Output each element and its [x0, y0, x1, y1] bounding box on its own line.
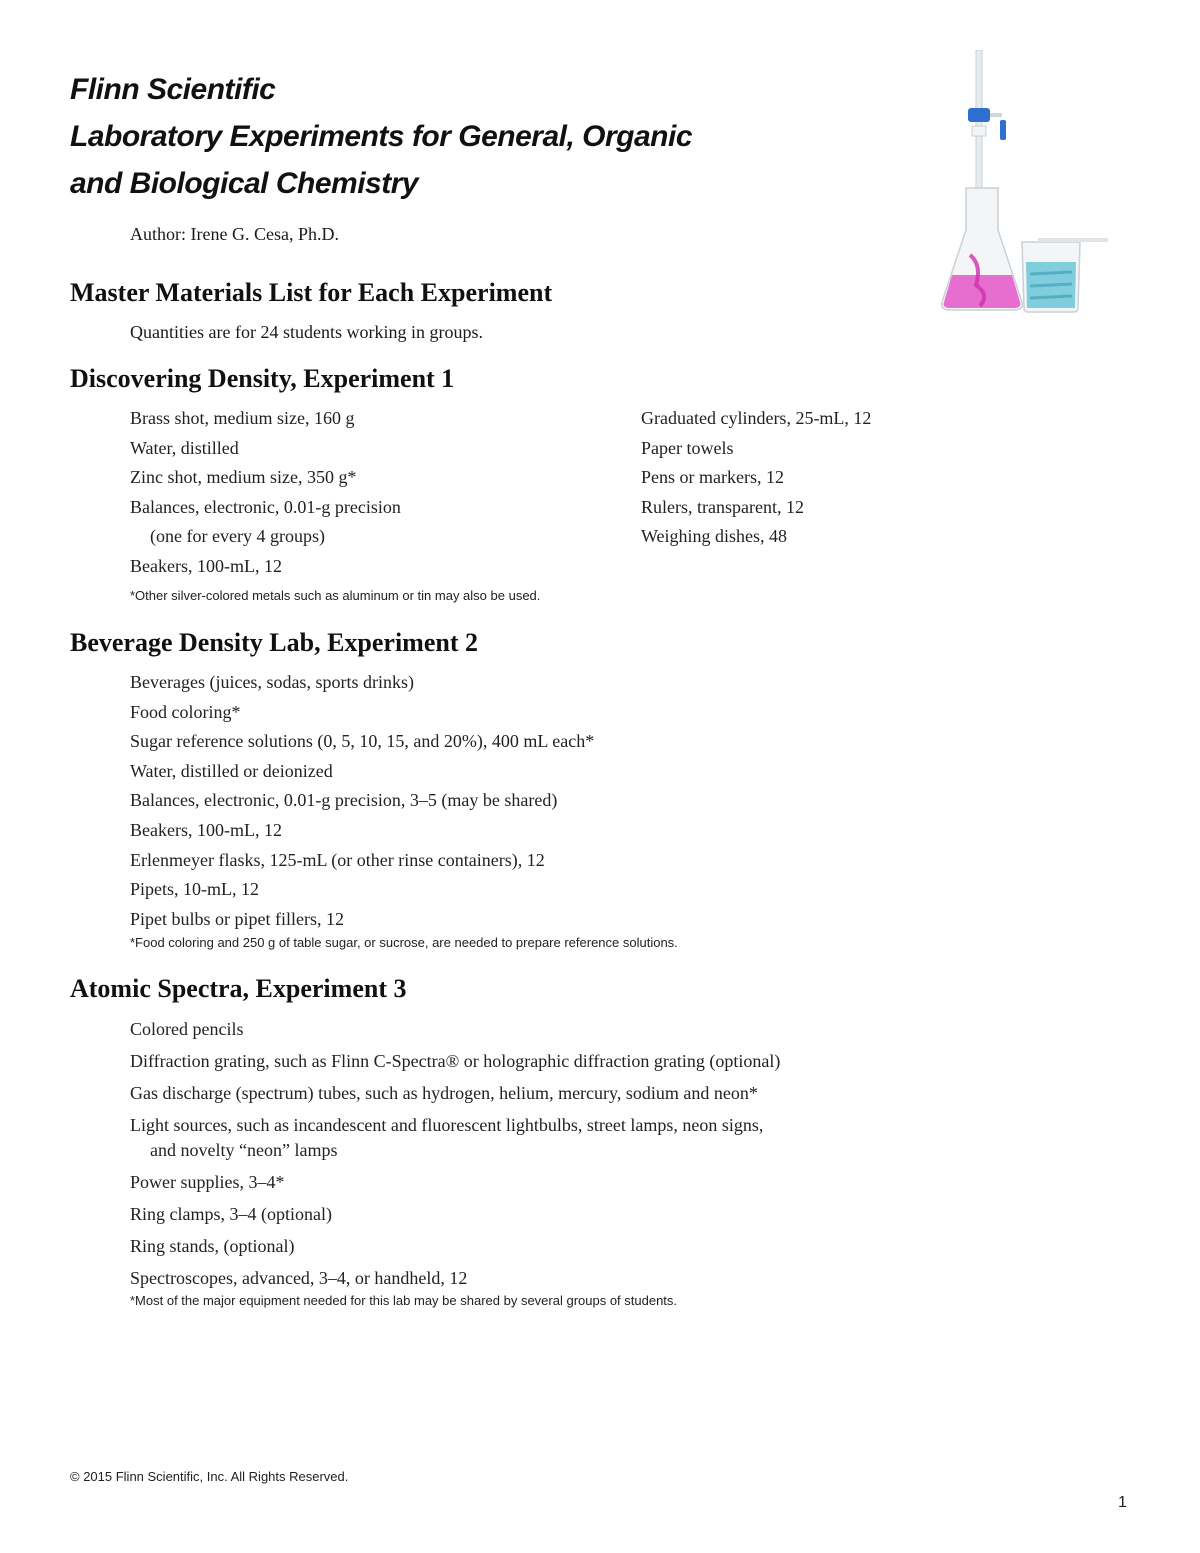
- list-item: Balances, electronic, 0.01-g precision: [130, 496, 401, 517]
- title-line-3: and Biological Chemistry: [70, 167, 419, 200]
- list-item: Gas discharge (spectrum) tubes, such as hydrogen, helium, mercury, sodium and neon*: [130, 1083, 758, 1103]
- list-item: Colored pencils: [130, 1019, 244, 1039]
- lab-glassware-illustration: [930, 50, 1120, 320]
- experiment-3-list: [130, 1016, 780, 1297]
- list-item: Diffraction grating, such as Flinn C-Spectra® or holographic diffraction grating (optional): [130, 1051, 781, 1071]
- list-item: Food coloring*: [130, 701, 241, 722]
- list-item: Pipets, 10-mL, 12: [130, 879, 259, 900]
- list-item: Ring clamps, 3–4 (optional): [130, 1204, 332, 1224]
- experiment-1-heading: Discovering Density, Experiment 1: [70, 364, 455, 393]
- list-item: Beakers, 100-mL, 12: [130, 819, 282, 840]
- list-item: Pipet bulbs or pipet fillers, 12: [130, 908, 344, 929]
- list-item: (one for every 4 groups): [150, 526, 325, 547]
- list-item: Erlenmeyer flasks, 125-mL (or other rinse containers), 12: [130, 849, 545, 870]
- list-item: Graduated cylinders, 25-mL, 12: [641, 408, 872, 428]
- experiment-2-list: [130, 668, 594, 934]
- list-item: Beverages (juices, sodas, sports drinks): [130, 672, 414, 692]
- experiment-1-footnote: *Other silver-colored metals such as aluminum or tin may also be used.: [130, 588, 541, 603]
- list-item: Brass shot, medium size, 160 g: [130, 408, 355, 428]
- document-title: [70, 66, 870, 207]
- quantities-note: Quantities are for 24 students working in groups.: [130, 322, 483, 342]
- title-line-2: Laboratory Experiments for General, Organic: [70, 120, 693, 153]
- list-item: Weighing dishes, 48: [641, 526, 788, 547]
- list-item: Paper towels: [641, 437, 734, 458]
- master-materials-heading: Master Materials List for Each Experiment: [70, 278, 553, 307]
- list-item: Sugar reference solutions (0, 5, 10, 15, and 20%), 400 mL each*: [130, 731, 595, 752]
- list-item: Spectroscopes, advanced, 3–4, or handheld, 12: [130, 1268, 468, 1288]
- list-item: Beakers, 100-mL, 12: [130, 555, 282, 576]
- experiment-2-heading: Beverage Density Lab, Experiment 2: [70, 628, 479, 657]
- list-item: Balances, electronic, 0.01-g precision, 3–5 (may be shared): [130, 790, 558, 811]
- experiment-2-footnote: *Food coloring and 250 g of table sugar, or sucrose, are needed to prepare reference solutions.: [130, 935, 678, 950]
- experiment-3-heading: Atomic Spectra, Experiment 3: [70, 974, 407, 1003]
- title-line-1: Flinn Scientific: [70, 73, 276, 106]
- stopcock-blue: [968, 108, 990, 122]
- list-item: and novelty “neon” lamps: [150, 1140, 338, 1160]
- author-line: Author: Irene G. Cesa, Ph.D.: [130, 224, 339, 244]
- list-item: Light sources, such as incandescent and fluorescent lightbulbs, street lamps, neon signs,: [130, 1115, 764, 1135]
- list-item: Water, distilled or deionized: [130, 760, 333, 781]
- experiment-1-list-right: [641, 404, 871, 552]
- experiment-3-footnote: *Most of the major equipment needed for this lab may be shared by several groups of students.: [130, 1293, 678, 1308]
- list-item: Zinc shot, medium size, 350 g*: [130, 467, 357, 488]
- list-item: Rulers, transparent, 12: [641, 496, 804, 517]
- experiment-1-list-left: [130, 404, 401, 582]
- page-number: 1: [1118, 1494, 1127, 1511]
- list-item: Pens or markers, 12: [641, 467, 784, 488]
- list-item: Water, distilled: [130, 437, 239, 458]
- copyright-footer: © 2015 Flinn Scientific, Inc. All Rights Reserved.: [70, 1469, 349, 1484]
- list-item: Ring stands, (optional): [130, 1236, 295, 1256]
- list-item: Power supplies, 3–4*: [130, 1172, 285, 1192]
